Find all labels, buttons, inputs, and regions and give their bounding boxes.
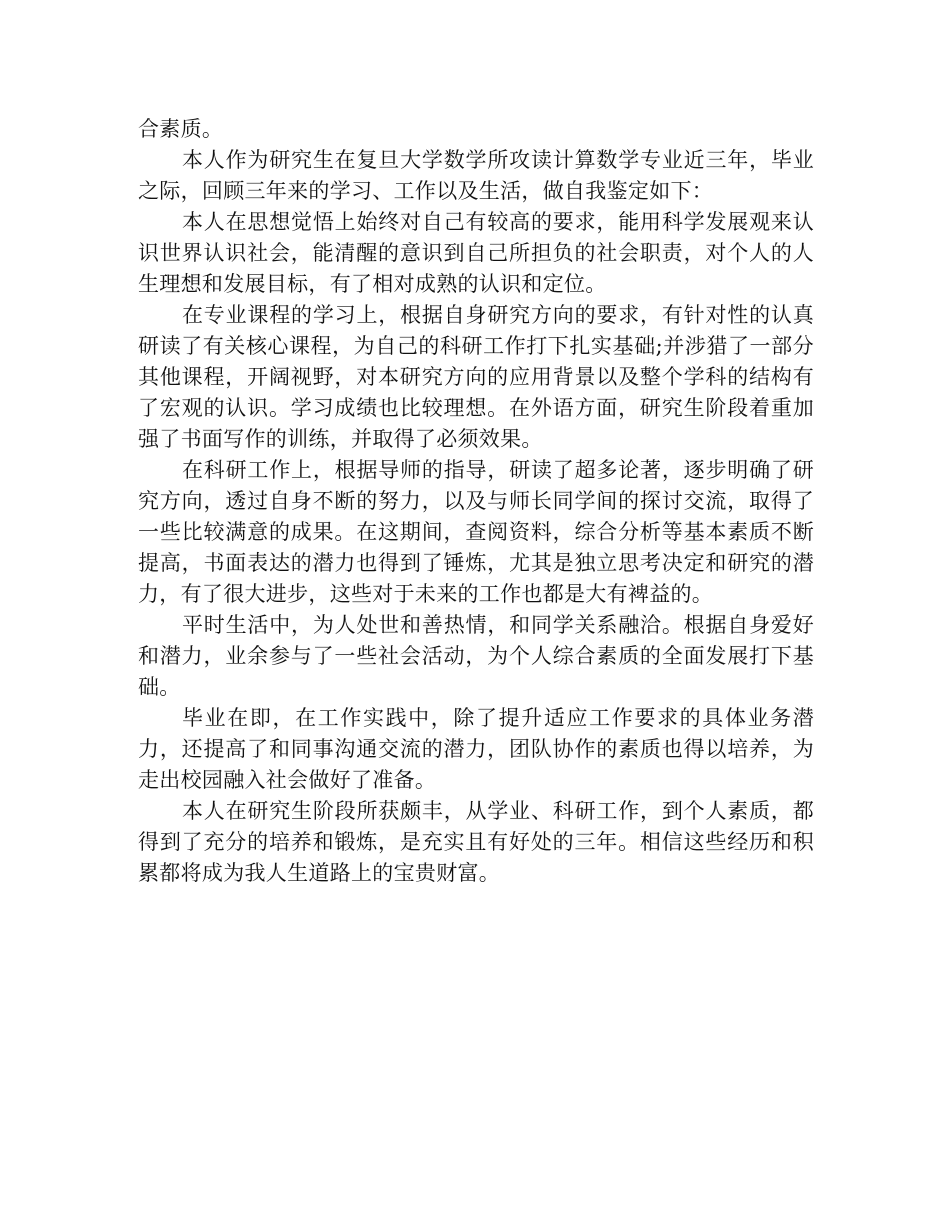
paragraph-conclusion: 本人在研究生阶段所获颇丰，从学业、科研工作，到个人素质，都得到了充分的培养和锻炼，是充实且有好处的三年。相信这些经历和积累都将成为我人生道路上的宝贵财富。 <box>138 799 814 885</box>
document-body <box>138 114 814 889</box>
paragraph-coursework: 在专业课程的学习上，根据自身研究方向的要求，有针对性的认真研读了有关核心课程，为自己的科研工作打下扎实基础;并涉猎了一部分其他课程，开阔视野，对本研究方向的应用背景以及整个学科的结构有了宏观的认识。学习成绩也比较理想。在外语方面，研究生阶段着重加强了书面写作的训练，并取得了必须效果。 <box>138 303 814 451</box>
paragraph-ideology: 本人在思想觉悟上始终对自己有较高的要求，能用科学发展观来认识世界认识社会，能清醒的意识到自己所担负的社会职责，对个人的人生理想和发展目标，有了相对成熟的认识和定位。 <box>138 210 814 296</box>
paragraph-intro: 本人作为研究生在复旦大学数学所攻读计算数学专业近三年，毕业之际，回顾三年来的学习、工作以及生活，做自我鉴定如下： <box>138 148 814 203</box>
paragraph-research: 在科研工作上，根据导师的指导，研读了超多论著，逐步明确了研究方向，透过自身不断的努力，以及与师长同学间的探讨交流，取得了一些比较满意的成果。在这期间，查阅资料，综合分析等基本素质不断提高，书面表达的潜力也得到了锤炼，尤其是独立思考决定和研究的潜力，有了很大进步，这些对于未来的工作也都是大有裨益的。 <box>138 458 814 606</box>
paragraph-life: 平时生活中，为人处世和善热情，和同学关系融洽。根据自身爱好和潜力，业余参与了一些社会活动，为个人综合素质的全面发展打下基础。 <box>138 613 814 699</box>
paragraph-continuation: 合素质。 <box>138 117 224 141</box>
paragraph-work-practice: 毕业在即，在工作实践中，除了提升适应工作要求的具体业务潜力，还提高了和同事沟通交流的潜力，团队协作的素质也得以培养，为走出校园融入社会做好了准备。 <box>138 706 814 792</box>
